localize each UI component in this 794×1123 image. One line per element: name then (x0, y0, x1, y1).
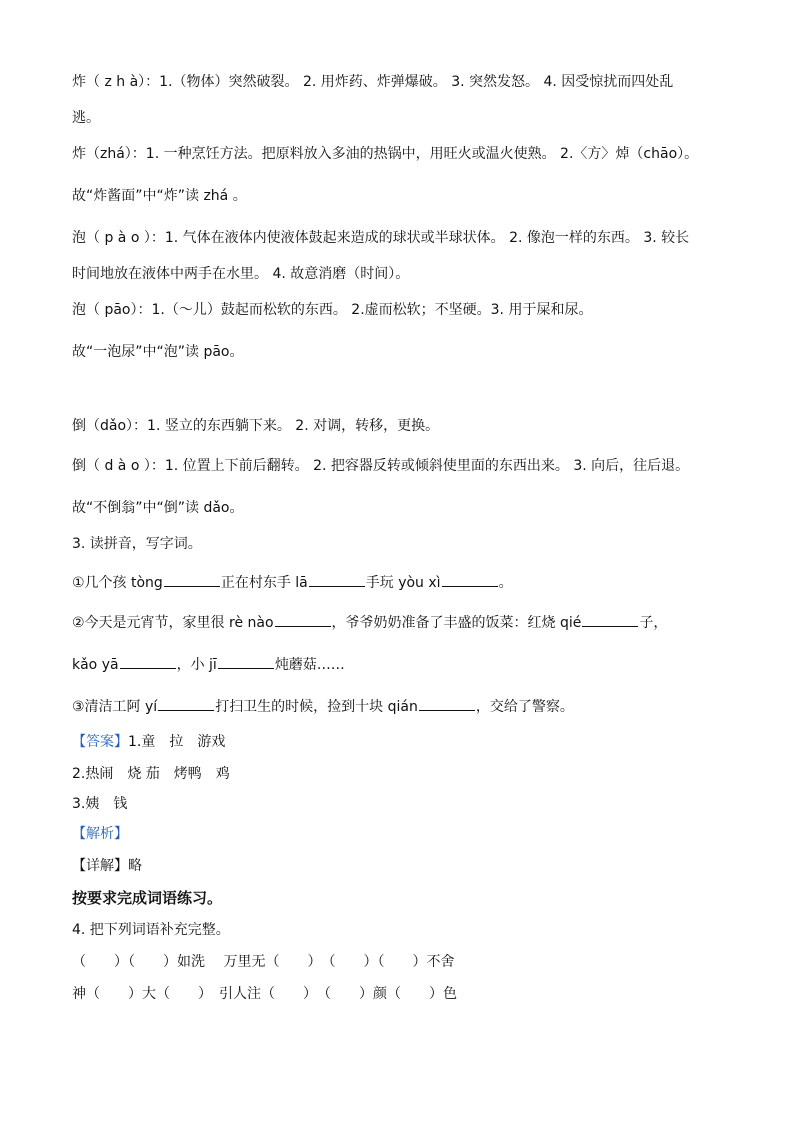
answer-blank (442, 572, 498, 587)
analysis-tag: 【解析】 (72, 826, 128, 842)
text-line: 时间地放在液体中两手在水里。 4. 故意消磨（时间）。 (72, 266, 410, 282)
text-line: 倒（dǎo）：1. 竖立的东西躺下来。 2. 对调，转移，更换。 (72, 418, 440, 434)
answer-blank (218, 654, 274, 669)
question-3-item-3: ③清洁工阿 yí 打扫卫生的时候，捡到十块 qián ，交给了警察。 (72, 696, 734, 717)
question-3-title: 3. 读拼音，写字词。 (72, 536, 202, 552)
text-line: 故“炸酱面”中“炸”读 zhá 。 (72, 188, 247, 204)
text-line: 倒（ d à o ）：1. 位置上下前后翻转。 2. 把容器反转或倾斜使里面的东西出来。 3. 向后，往后退。 (72, 458, 690, 474)
text-line: 炸（ z h à）：1.（物体）突然破裂。 2. 用炸药、炸弹爆破。 3. 突然发怒。 4. 因受惊扰而四处乱 (72, 74, 674, 90)
answer-line: 2.热闹 烧 茄 烤鸭 鸡 (72, 766, 230, 782)
question-4-row-1: （ ）（ ）如洗 万里无（ ） （ ）（ ）不舍 (72, 954, 455, 970)
answer-blank (120, 654, 176, 669)
question-4-row-2: 神（ ）大（ ） 引人注（ ） （ ）颜（ ）色 (72, 986, 457, 1002)
question-3-item-2-cont: kǎo yā ，小 jī 炖蘑菇…… (72, 654, 734, 675)
answer-blank (164, 572, 220, 587)
answer-blank (419, 696, 475, 711)
answer-tag: 【答案】 (72, 734, 128, 750)
text-line: 泡（ p à o ）：1. 气体在液体内使液体鼓起来造成的球状或半球状体。 2. 像泡一样的东西。 3. 较长 (72, 230, 690, 246)
answer-blank (582, 612, 638, 627)
question-3-item-2: ②今天是元宵节，家里很 rè nào ，爷爷奶奶准备了丰盛的饭菜：红烧 qié 子， (72, 612, 734, 633)
text-line: 炸（zhá）：1. 一种烹饪方法。把原料放入多油的热锅中，用旺火或温火使熟。 2.〈方〉焯（chāo）。 (72, 146, 699, 162)
answer-blank (309, 572, 365, 587)
text-line: 故“不倒翁”中“倒”读 dǎo。 (72, 500, 244, 516)
question-3-item-1: ①几个孩 tòng 正在村东手 lā 手玩 yòu xì 。 (72, 572, 734, 593)
text-line: 故“一泡尿”中“泡”读 pāo。 (72, 344, 244, 360)
answer-blank (275, 612, 331, 627)
answer-blank (158, 696, 214, 711)
text-line: 逃。 (72, 110, 100, 126)
text-line: 泡（ pāo）：1.（～儿）鼓起而松软的东西。 2.虚而松软；不坚硬。3. 用于屎和尿。 (72, 302, 593, 318)
detail-line: 【详解】略 (72, 858, 142, 874)
question-4-title: 4. 把下列词语补充完整。 (72, 922, 230, 938)
answer-line: 3.姨 钱 (72, 796, 128, 812)
answer-line: 【答案】1.童 拉 游戏 (72, 734, 226, 750)
section-title: 按要求完成词语练习。 (72, 889, 223, 907)
